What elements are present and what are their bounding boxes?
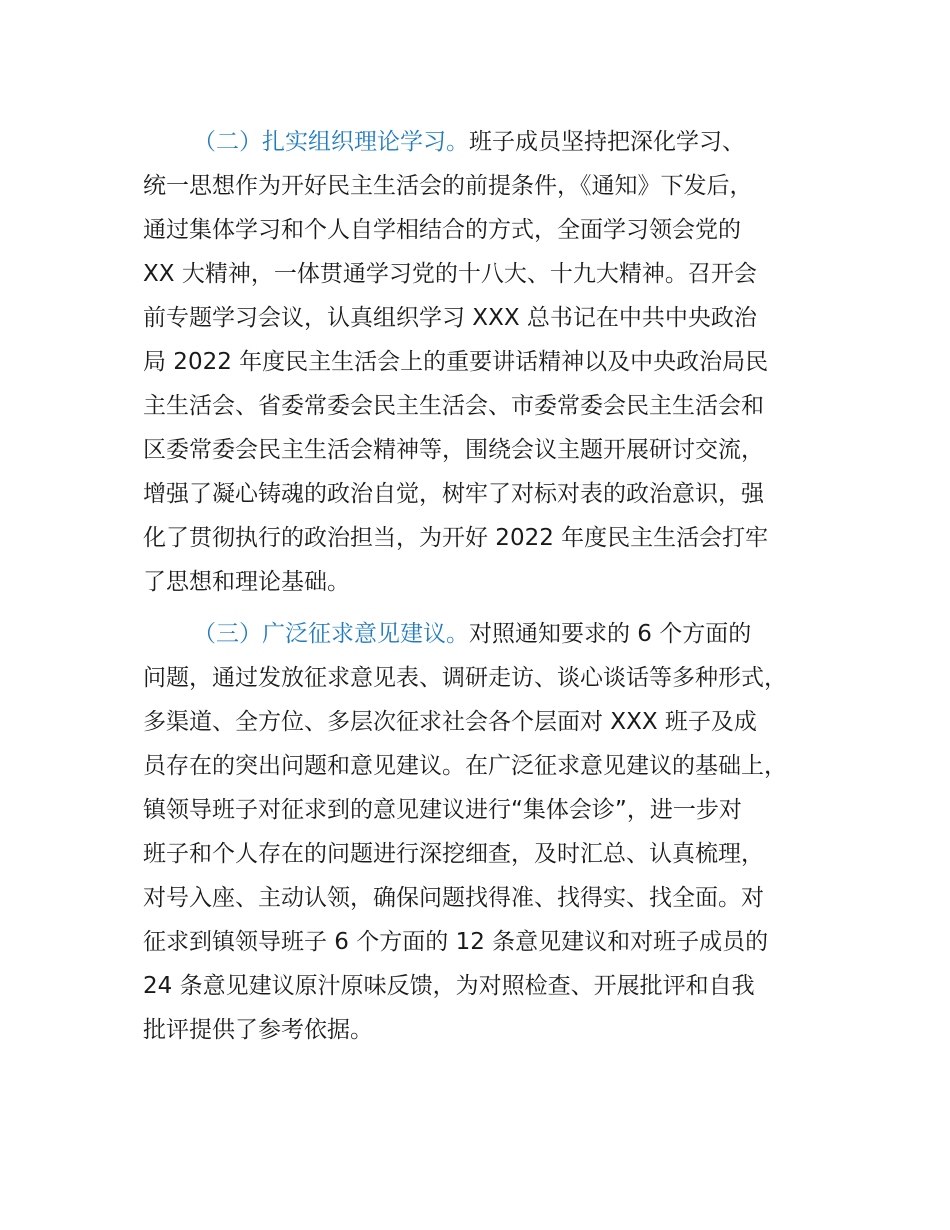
section-2-line-2: 统一思想作为开好民主生活会的前提条件，《通知》下发后， — [143, 173, 753, 199]
section-3-line-4: 员存在的突出问题和意见建议。在广泛征求意见建议的基础上， — [143, 753, 787, 779]
section-2-line-9: 增强了凝心铸魂的政治自觉，树牢了对标对表的政治意识，强 — [143, 481, 764, 507]
section-2-heading: （二）扎实组织理论学习。 — [193, 129, 469, 155]
section-2-line-1: 班子成员坚持把深化学习、 — [469, 129, 745, 155]
section-3-line-1: 对照通知要求的 6 个方面的 — [469, 621, 752, 647]
section-2-line-11: 了思想和理论基础。 — [143, 569, 350, 595]
section-3-line-3: 多渠道、全方位、多层次征求社会各个层面对 XXX 班子及成 — [143, 709, 757, 735]
section-3-line-6: 班子和个人存在的问题进行深挖细查，及时汇总、认真梳理， — [143, 841, 764, 867]
section-2-first-line — [193, 120, 745, 164]
section-3-line-7: 对号入座、主动认领，确保问题找得准、找得实、找全面。对 — [143, 885, 764, 911]
section-3-heading: （三）广泛征求意见建议。 — [193, 621, 469, 647]
section-3-line-9: 24 条意见建议原汁原味反馈，为对照检查、开展批评和自我 — [143, 973, 755, 999]
section-2-line-4: XX 大精神，一体贯通学习党的十八大、十九大精神。召开会 — [143, 261, 757, 287]
section-2-line-10: 化了贯彻执行的政治担当，为开好 2022 年度民主生活会打牢 — [143, 525, 769, 551]
section-2-line-6: 局 2022 年度民主生活会上的重要讲话精神以及中央政治局民 — [143, 349, 769, 375]
section-3-line-8: 征求到镇领导班子 6 个方面的 12 条意见建议和对班子成员的 — [143, 929, 769, 955]
section-2-line-8: 区委常委会民主生活会精神等，围绕会议主题开展研讨交流， — [143, 437, 764, 463]
section-2-line-7: 主生活会、省委常委会民主生活会、市委常委会民主生活会和 — [143, 393, 764, 419]
section-3-line-5: 镇领导班子对征求到的意见建议进行“集体会诊”，进一步对 — [143, 797, 742, 823]
section-2-line-3: 通过集体学习和个人自学相结合的方式，全面学习领会党的 — [143, 217, 741, 243]
section-3-line-2: 问题，通过发放征求意见表、调研走访、谈心谈话等多种形式， — [143, 665, 787, 691]
section-3-line-10: 批评提供了参考依据。 — [143, 1017, 373, 1043]
section-2-line-5: 前专题学习会议，认真组织学习 XXX 总书记在中共中央政治 — [143, 305, 757, 331]
section-3-first-line — [193, 612, 751, 656]
